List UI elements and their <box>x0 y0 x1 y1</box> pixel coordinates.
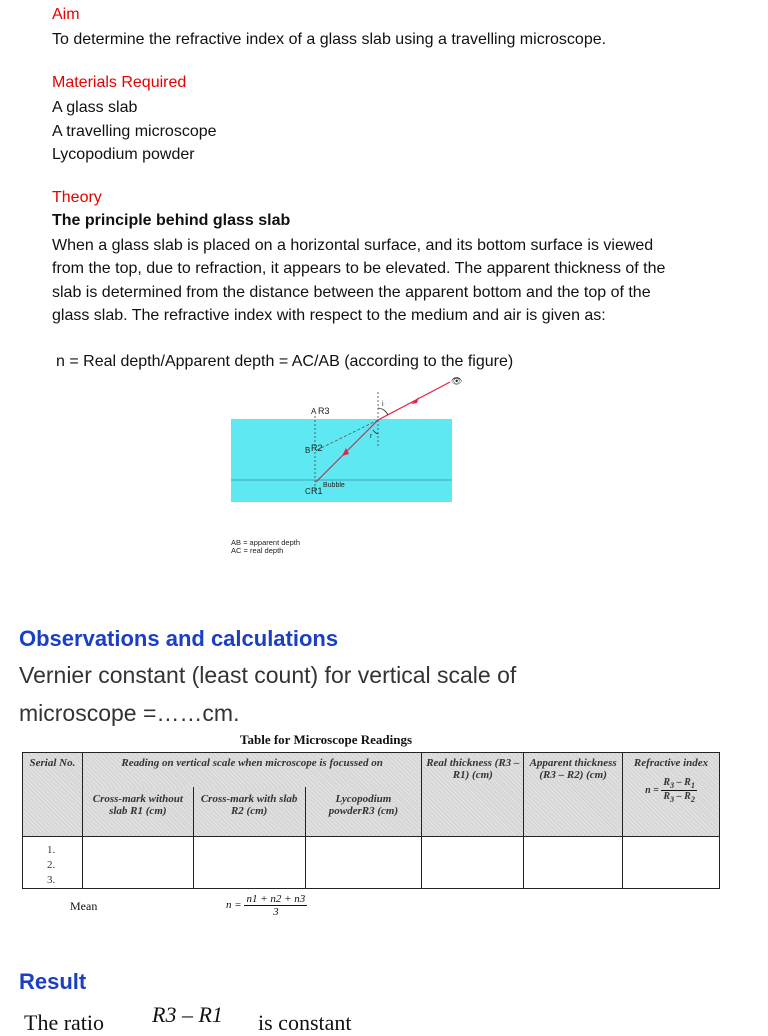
angle-i-arc <box>378 408 388 415</box>
result-heading: Result <box>19 969 87 994</box>
label-a: A <box>311 407 317 416</box>
label-c: C <box>305 487 311 496</box>
mean-formula: n = $\frac{n1 + n2 + n3}{3}$ <box>226 893 306 918</box>
serial-2: 2. <box>47 859 56 871</box>
mean-label: Mean <box>70 899 98 913</box>
label-r1: R1 <box>311 486 323 496</box>
theory-paragraph: When a glass slab is placed on a horizontal surface, and its bottom surface is viewed from the top, due to refraction, it appears to be elevated. The apparent thickness of the slab is determined from the distance between the apparent bottom and the top of the glass slab. The refractive index with respect to the medium and air is given as: <box>52 237 666 324</box>
header-reading: Reading on vertical scale when microscope is focussed on <box>82 753 421 787</box>
subheader-cross-without-slab: Cross-mark without slab R1 (cm) <box>82 787 193 837</box>
label-r2: R2 <box>311 443 323 453</box>
refractive-formula: n = $\frac{R_3 - R_1}{R_3 - R_2}$ <box>645 777 696 804</box>
subheader-lycopodium: Lycopodium powderR3 (cm) <box>305 787 422 837</box>
theory-heading: Theory <box>52 189 102 206</box>
emergent-ray <box>378 382 450 420</box>
legend-ac: AC = real depth <box>231 546 284 555</box>
empty-cell <box>305 837 422 889</box>
eye-icon: 👁 <box>451 376 463 386</box>
materials-heading: Materials Required <box>52 74 187 91</box>
theory-subheading: The principle behind glass slab <box>52 212 291 229</box>
header-apparent-thickness: Apparent thickness (R3 – R2) (cm) <box>524 753 623 837</box>
serial-3: 3. <box>47 874 56 886</box>
header-refractive-index: Refractive index n = $\frac{R_3 - R_1}{R_3 - R_2}$ <box>623 753 720 837</box>
result-partial-formula: R3 – R1 <box>152 1002 223 1027</box>
observations-line-1: Vernier constant (least count) for vertical scale of <box>19 662 517 688</box>
result-partial-text: The ratio <box>24 1010 105 1035</box>
label-angle-r: r <box>370 433 373 440</box>
aim-heading: Aim <box>52 6 80 23</box>
label-angle-i: i <box>382 401 384 408</box>
empty-cell <box>524 837 623 889</box>
label-b: B <box>305 446 311 455</box>
empty-cell <box>623 837 720 889</box>
header-real-thickness: Real thickness (R3 – R1) (cm) <box>422 753 524 837</box>
refraction-figure <box>225 372 470 562</box>
label-r3: R3 <box>318 406 330 416</box>
header-serial: Serial No. <box>23 753 83 837</box>
material-item: Lycopodium powder <box>52 146 195 163</box>
serial-cell <box>23 837 83 889</box>
label-bubble: Bubble <box>323 482 345 489</box>
table-title: Table for Microscope Readings <box>240 732 413 747</box>
subheader-cross-with-slab: Cross-mark with slab R2 (cm) <box>193 787 305 837</box>
empty-cell <box>422 837 524 889</box>
result-partial-end: is constant <box>258 1010 352 1035</box>
empty-cell <box>82 837 193 889</box>
material-item: A travelling microscope <box>52 123 217 140</box>
serial-1: 1. <box>47 844 56 856</box>
empty-cell <box>193 837 305 889</box>
theory-formula: n = Real depth/Apparent depth = AC/AB (according to the figure) <box>56 353 514 370</box>
material-item: A glass slab <box>52 99 138 116</box>
observations-heading: Observations and calculations <box>19 626 339 651</box>
legend-ab: AB = apparent depth <box>231 538 301 547</box>
aim-text: To determine the refractive index of a glass slab using a travelling microscope. <box>52 31 607 48</box>
observations-line-2: microscope =……cm. <box>19 700 240 726</box>
ray-arrow-2 <box>411 397 419 404</box>
microscope-readings-table <box>22 752 720 889</box>
glass-slab <box>231 419 452 502</box>
